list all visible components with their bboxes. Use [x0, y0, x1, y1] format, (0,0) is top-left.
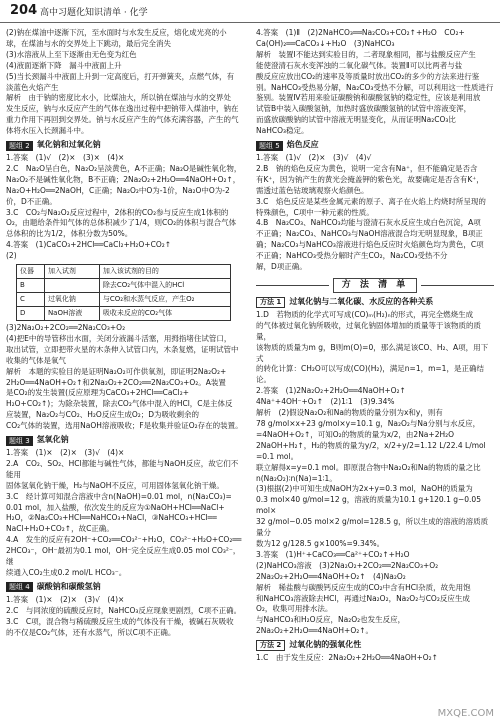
table-header-cell: 仪器	[17, 265, 45, 279]
section-title: 碳酸钠和碳酸氢钠	[36, 581, 101, 591]
text-line: (2)钠在煤油中逐渐下沉，至水面时与水发生反应，熔化成光亮的小	[6, 28, 227, 37]
text-line: 续通入CO₂生成0.2 mol/L HCO₃⁻。	[6, 567, 127, 577]
text-line: 特殊颜色，C项中一种元素的性质。	[256, 207, 374, 217]
text-line: 解，D项正确。	[256, 262, 307, 272]
text-line: 收集的气体是氧气	[6, 355, 66, 365]
text-line: 78 g/mol×x+23 g/mol×y=10.1 g，Na₂O₂与Na分别与水反应，	[256, 419, 481, 428]
text-line: 有K⁺，因为钠产生的黄光会掩盖钾的紫色光，故要确定是否含有K⁺，	[256, 174, 484, 184]
divider	[256, 285, 329, 286]
text-line: 能使澄清石灰水变浑浊的二氧化碳气体。装置Ⅱ可以比两者与盐	[256, 60, 463, 70]
text-line: =0.1 mol。	[256, 451, 299, 461]
text-line: 和NaHCO₃溶液除去HCl，再通过Na₂O₂，Na₂O₂与CO₂反应生成	[256, 593, 470, 603]
method-heading	[256, 640, 494, 651]
section-title: 焰色反应	[286, 140, 319, 150]
section-heading	[6, 582, 244, 593]
text-line: 解析 (2)假设Na₂O₂和Na的物质的量分别为x和y，则有	[256, 408, 443, 418]
page-header	[0, 0, 500, 23]
text-line: 2NaOH+H₂↑，H₂的物质的量为y/2，x/2+y/2=1.12 L/22.4 L/mol	[256, 440, 486, 450]
text-line: 鉴别。装置Ⅳ若用来验证碳酸钠和碳酸氢钠的稳定性，应该是利用放	[256, 93, 481, 103]
text-line: 该物质的质量为m g，B则m(O)=0，那么满足该CO、H₂、A项，用下式	[256, 342, 489, 363]
table-header-cell: 加入该试剂的目的	[99, 265, 230, 279]
text-line: 2Na₂O₂+2H₂O══4NaOH+O₂↑ (4)Na₂O₂	[256, 571, 406, 581]
section-body	[256, 153, 494, 273]
section-title: 氢氧化钠	[36, 435, 69, 445]
text-line: 别。NaHCO₃受热易分解，Na₂CO₃受热不分解，可以利用这一性质进行	[256, 82, 494, 92]
text-line: 总体积的比为1/2，体积分数为50%。	[6, 229, 133, 239]
text-line: 的转化计算：CH₂O可以写成(CO)(H₂)，满足n=1，m=1，是正确结论。	[256, 364, 484, 385]
text-line: 32 g/mol−0.05 mol×2 g/mol=128.5 g，所以生成的溶液的溶质质量分	[256, 517, 489, 538]
method-title: 过氧化钠的强氧化性	[289, 640, 362, 650]
text-line: 试管B中装入碳酸氢钠，加热时盛放碳酸氢钠的试管中溶液变浑，	[256, 104, 472, 114]
reagent-table	[16, 264, 231, 321]
table-cell: 除去CO₂气体中混入的HCl	[99, 279, 230, 293]
text-line: (4)液面逐渐下降 漏斗中液面上升	[6, 60, 122, 70]
section-body	[256, 653, 494, 664]
text-line: 4.答案 (1)Ⅱ (2)2NaHCO₃══Na₂CO₃+CO₂↑+H₂O CO₂+	[256, 28, 465, 37]
right-column	[256, 28, 494, 664]
table-row	[17, 307, 231, 321]
section-body	[6, 323, 244, 432]
left-intro	[6, 28, 244, 137]
section-body	[256, 28, 494, 137]
text-line: O₂，由题给条件知气体的总体积减少了1/4，则CO₂的体积与混合气体	[6, 218, 237, 228]
text-line: 1.答案 (1)√ (2)× (3)× (4)×	[6, 152, 125, 162]
left-column	[6, 28, 244, 638]
table-cell: NaOH溶液	[44, 307, 99, 321]
section-body	[6, 153, 244, 262]
text-line: 1.D 若物质的化学式可写成(CO)ₘ(H₂)ₙ的形式，再完全燃烧生成	[256, 309, 474, 319]
book-title: 高中习题化知识清单 · 化学	[40, 8, 148, 18]
text-line: CO₂气体的装置，选用NaOH溶液吸收；F是收集并验证O₂存在的装置。	[6, 421, 243, 431]
text-line: 2.答案 (1)2Na₂O₂+2H₂O══4NaOH+O₂↑	[256, 386, 406, 396]
text-line: H₂O，②Na₂CO₃+HCl══NaHCO₃+NaCl，③NaHCO₃+HCl══	[6, 513, 217, 523]
text-line: 的气体被过氧化钠所吸收，过氧化钠固体增加的质量等于该物质的质量，	[256, 320, 481, 341]
method-title: 过氧化钠与二氧化碳、水反应的各种关系	[289, 296, 434, 306]
section-body	[256, 310, 494, 637]
text-line: 1.答案 (1)× (2)× (3)√ (4)×	[6, 594, 125, 604]
text-line: 酸反应应放出CO₂的速率及等质量时放出CO₂的多少的方法来进行鉴	[256, 71, 480, 81]
text-line: 联立解得x=y=0.1 mol。即原混合物中Na₂O₂和Na的物质的量之比	[256, 462, 481, 472]
text-line: 4.答案 (1)CaCO₃+2HCl══CaCl₂+H₂O+CO₂↑	[6, 240, 172, 250]
section-body	[6, 448, 244, 579]
table-header-cell: 加入试剂	[44, 265, 99, 279]
method-tag: 方法 1	[256, 297, 285, 308]
text-line: 4.B Na₂CO₃、NaHCO₃均能与澄清石灰水反应生成白色沉淀，A项	[256, 218, 481, 228]
text-line: 确；Na₂CO₃与NaHCO₃溶液进行焰色反应时火焰颜色均为黄色，C项	[256, 240, 484, 250]
text-line: 需透过蓝色钴玻璃观察火焰颜色。	[256, 185, 369, 195]
banner-title: 方 法 清 单	[333, 278, 417, 293]
section-tag: 题组 5	[256, 141, 283, 151]
text-line: (2)	[6, 251, 17, 261]
text-line: H₂O+CO₂↑)；为除杂装置，除去CO₂气体中混入的HCl，C是主体反	[6, 399, 233, 409]
table-cell: C	[17, 293, 45, 307]
text-line: 4.A 发生的反应有2OH⁻+CO₂══CO₃²⁻+H₂O，CO₃²⁻+H₂O+CO₂══	[6, 535, 242, 545]
text-line: 2.C Na₂O呈白色，Na₂O₂呈淡黄色，A不正确；Na₂O是碱性氧化物，	[6, 163, 242, 173]
text-line: =4NaOH+O₂↑，可知O₂的物质的量为x/2，由2Na+2H₂O	[256, 429, 455, 439]
method-tag: 方法 2	[256, 640, 285, 651]
text-line: 2HCO₃⁻，OH⁻最初为0.1 mol，OH⁻完全反应生成0.05 mol CO₃²⁻，继	[6, 546, 241, 567]
text-line: 数为12 g/128.5 g×100%=9.34%。	[256, 538, 385, 548]
text-line: 球，在煤油与水的交界处上下跳动，最后完全消失	[6, 38, 171, 48]
table-cell: D	[17, 307, 45, 321]
text-line: 发生反应，钠与水反应产生的气体在逸出过程中把钠带入煤油中，钠在	[6, 104, 239, 114]
text-line: 固体氢氧化钠干燥，H₂与NaOH不反应，可用固体氢氧化钠干燥。	[6, 480, 224, 490]
text-line: 3.答案 (1)H⁺+CaCO₃══Ca²⁺+CO₂↑+H₂O	[256, 549, 410, 559]
text-line: (5)当长颈漏斗中液面上升到一定高度后，打开弹簧夹，点燃气体，有	[6, 71, 235, 81]
table-row	[17, 293, 231, 307]
text-line: 不正确；Na₂CO₃、NaHCO₃与NaOH溶液混合均无明显现象，B项正	[256, 229, 483, 239]
text-line: 3.C 经计算可知混合溶液中含n(NaOH)=0.01 mol，n(Na₂CO₃)=	[6, 491, 232, 501]
text-line: 4Na⁺+4OH⁻+O₂↑ (2)1∶1 (3)9.34%	[256, 397, 395, 407]
text-line: Na₂O+H₂O══2NaOH，C正确；Na₂O₂中O为-1价，Na₂O中O为-2价，D不正确。	[6, 185, 230, 206]
text-line: 是CO₂的发生装置(反应原理为CaCO₃+2HCl══CaCl₂+	[6, 388, 190, 398]
table-cell: 与CO₂和水蒸气反应，产生O₂	[99, 293, 230, 307]
text-line: 3.C C项，混合物与稀硫酸反应生成的气体没有干燥，被碱石灰吸收	[6, 616, 234, 626]
divider	[421, 285, 494, 286]
text-line: 2.B 钠的焰色反应为黄色，说明一定含有Na⁺，但不能确定是否含	[256, 163, 478, 173]
text-line: 解析 由于钠的密度比水小，比煤油大，所以钠在煤油与水的交界处	[6, 93, 231, 103]
text-line: n(Na₂O₂)∶n(Na)=1∶1。	[256, 473, 337, 483]
table-cell	[44, 279, 99, 293]
section-heading	[6, 435, 244, 446]
text-line: (3)2Na₂O₂+2CO₂══2Na₂CO₃+O₂	[6, 323, 126, 333]
text-line: (2)NaHCO₃溶液 (3)2Na₂O₂+2CO₂══2Na₂CO₃+O₂	[256, 560, 439, 570]
text-line: (3)水溶液从上至下逐渐由无色变为红色	[6, 49, 137, 59]
text-line: 体将水压入长颈漏斗中。	[6, 126, 89, 136]
section-tag: 题组 3	[6, 436, 33, 446]
text-line: Na₂O₂不是碱性氧化物，B不正确；2Na₂O₂+2H₂O══4NaOH+O₂↑，	[6, 174, 241, 184]
text-line: 0.3 mol×40 g/mol=12 g，溶液的质量为10.1 g+120.1 g−0.05 mol×	[256, 495, 481, 516]
method-heading	[256, 297, 494, 308]
text-line: 3.C 焰色反应是某些金属元素的原子、离子在火焰上灼烧时所呈现的	[256, 196, 486, 206]
text-line: 淡蓝色火焰产生	[6, 82, 59, 92]
text-line: 0.01 mol，加入盐酸，依次发生的反应为①NaOH+HCl══NaCl+	[6, 502, 225, 512]
text-line: (3)根据(2)中可知生成NaOH为2x+y=0.3 mol，NaOH的质量为	[256, 484, 473, 494]
text-line: 重力作用下再回到交界处。钠与水反应产生的气体充满容器，产生的气	[6, 115, 239, 125]
text-line: 1.C 由于发生反应：2Na₂O₂+2H₂O══4NaOH+O₂↑	[256, 653, 438, 663]
text-line: 应装置，Na₂O₂与CO₂、H₂O反应生成O₂；D为吸收剩余的	[6, 410, 200, 420]
section-tag: 题组 4	[6, 582, 33, 592]
text-line: 1.答案 (1)× (2)× (3)√ (4)×	[6, 448, 125, 457]
text-line: 解析 装置Ⅰ不能达到实验目的，二者现象相同，都与盐酸反应产生	[256, 49, 476, 59]
section-heading	[256, 140, 494, 151]
text-line: 解析 本题的实验目的是证明Na₂O₂可作供氧剂，即证明2Na₂O₂+	[6, 366, 227, 376]
text-line: (4)把E中的导管移出水面，关闭分液漏斗活塞，用拇指堵住试管口，	[6, 333, 232, 343]
text-line: NaCl+H₂O+CO₂↑，故C正确。	[6, 524, 114, 534]
text-line: 与NaHCO₃和H₂O反应，Na₂O₂也发生反应，	[256, 615, 406, 625]
table-cell: B	[17, 279, 45, 293]
table-row	[17, 279, 231, 293]
text-line: 的不仅是CO₂气体，还有水蒸气，所以C项不正确。	[6, 627, 176, 637]
table-cell: 过氧化钠	[44, 293, 99, 307]
text-line: 不正确；NaHCO₃受热分解时产生CO₂，Na₂CO₃受热不分	[256, 251, 448, 261]
table-cell: 吸收未反应的CO₂气体	[99, 307, 230, 321]
section-heading	[6, 140, 244, 151]
text-line: Ca(OH)₂══CaCO₃↓+H₂O (3)NaHCO₃	[256, 38, 395, 48]
section-body	[6, 595, 244, 639]
text-line: 解析 稀盐酸与碳酸钙反应生成的CO₂中含有HCl杂质，故先用饱	[256, 582, 471, 592]
text-line: NaHCO₃稳定。	[256, 126, 309, 136]
text-line: 2H₂O══4NaOH+O₂↑和2Na₂O₂+2CO₂══2Na₂CO₃+O₂。A装置	[6, 377, 226, 387]
text-line: 而盛放碳酸钠的试管中溶液无明显变化，从而证明Na₂CO₃比	[256, 115, 456, 125]
text-line: 2.C 与同浓度的硫酸反应时，NaHCO₃反应现象更剧烈，C项不正确。	[6, 605, 242, 615]
text-line: 2.A CO₂、SO₂、HCl都能与碱性气体，都能与NaOH反应，故它们不能用	[6, 458, 239, 479]
text-line: 取出试管，立即把带火星的木条伸入试管口内，木条复燃，证明试管中	[6, 344, 239, 354]
section-title: 氧化钠和过氧化钠	[36, 140, 101, 150]
page-number: 204	[10, 3, 38, 18]
text-line: 1.答案 (1)√ (2)× (3)√ (4)√	[256, 152, 372, 162]
watermark: MXQE.COM	[437, 708, 494, 719]
section-tag: 题组 2	[6, 141, 33, 151]
text-line: 2Na₂O₂+2H₂O══4NaOH+O₂↑。	[256, 626, 374, 636]
text-line: O₂，收集可用排水法。	[256, 604, 333, 614]
text-line: 3.C CO₂与Na₂O₂反应过程中，2体积的CO₂参与反应生成1体积的	[6, 207, 229, 217]
method-list-banner	[256, 279, 494, 293]
